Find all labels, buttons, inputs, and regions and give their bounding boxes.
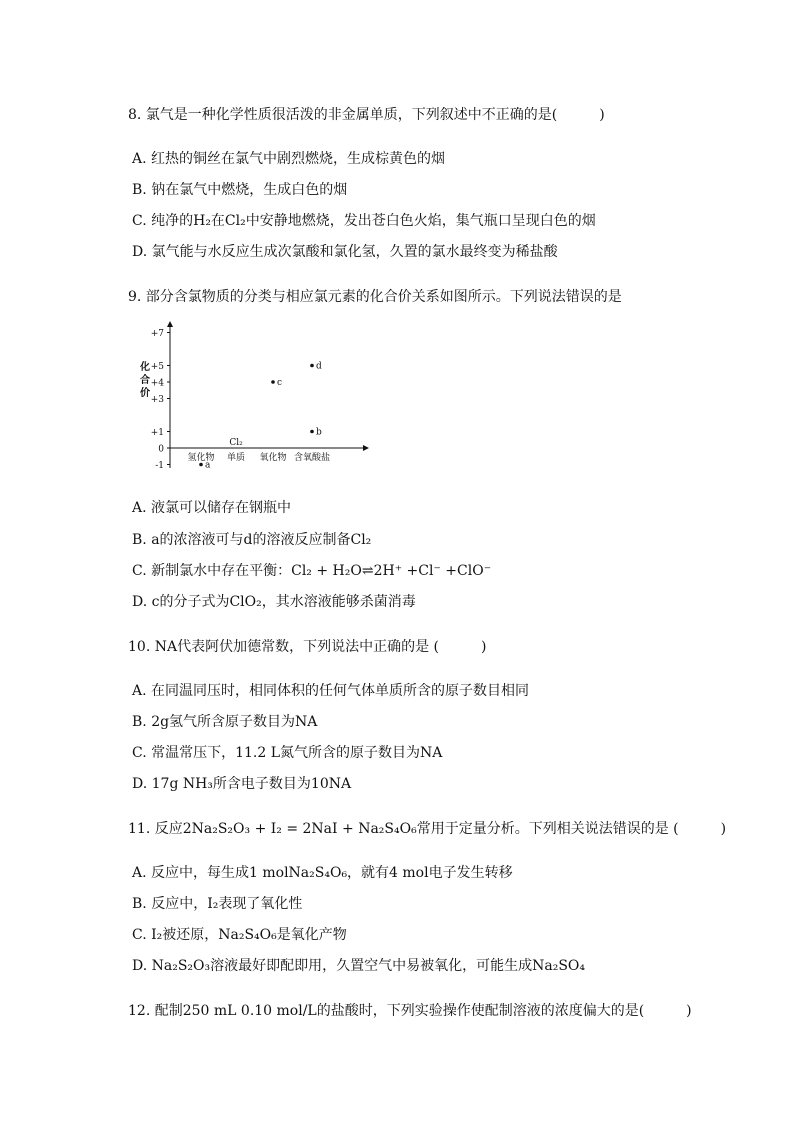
- point-label: Cl₂: [229, 438, 243, 448]
- question-8-stem: 8. 氯气是一种化学性质很活泼的非金属单质，下列叙述中不正确的是( ): [128, 107, 605, 123]
- question-8-option-a: A. 红热的铜丝在氯气中剧烈燃烧，生成棕黄色的烟: [132, 151, 446, 167]
- chart-axes: [170, 324, 366, 468]
- question-11-option-b: B. 反应中，I₂表现了氧化性: [132, 896, 303, 912]
- y-tick-label: +4: [150, 378, 164, 389]
- y-tick-label: +7: [150, 329, 164, 339]
- question-10-option-b: B. 2g氢气所含原子数目为NA: [132, 714, 318, 730]
- point-label: d: [316, 361, 322, 372]
- data-point: [310, 430, 314, 434]
- question-8-option-c: C. 纯净的H₂在Cl₂中安静地燃烧，发出苍白色火焰，集气瓶口呈现白色的烟: [132, 213, 596, 229]
- question-12-stem: 12. 配制250 mL 0.10 mol/L的盐酸时，下列实验操作使配制溶液的浓度偏大的是( ): [128, 1003, 692, 1019]
- question-9-option-d: D. c的分子式为ClO₂，其水溶液能够杀菌消毒: [132, 594, 416, 610]
- chart-y-label: 化合价: [140, 362, 150, 399]
- x-category-label: 氧化物: [259, 453, 287, 463]
- point-label: a: [205, 460, 211, 471]
- question-11-option-d: D. Na₂S₂O₃溶液最好即配即用，久置空气中易被氧化，可能生成Na₂SO₄: [132, 958, 586, 974]
- x-category-label: 含氧酸盐: [293, 453, 331, 463]
- y-tick-label: -1: [155, 461, 164, 471]
- y-tick-label: 0: [158, 444, 164, 455]
- question-10-option-c: C. 常温常压下，11.2 L氮气所含的原子数目为NA: [132, 745, 443, 761]
- y-tick-label: +5: [150, 362, 164, 372]
- x-category-label: 氢化物: [187, 453, 215, 463]
- data-point: [271, 380, 275, 384]
- question-9-option-b: B. a的浓溶液可与d的溶液反应制备Cl₂: [132, 532, 372, 548]
- valence-chart: [130, 318, 370, 476]
- question-8-option-b: B. 钠在氯气中燃烧，生成白色的烟: [132, 182, 348, 198]
- question-10-stem: 10. NA代表阿伏加德常数，下列说法中正确的是 ( ): [128, 639, 487, 655]
- question-10-option-d: D. 17g NH₃所含电子数目为10NA: [132, 776, 352, 792]
- point-label: b: [316, 427, 322, 438]
- x-category-label: 单质: [226, 453, 246, 463]
- data-point: [310, 364, 314, 368]
- question-9-stem: 9. 部分含氯物质的分类与相应氯元素的化合价关系如图所示。下列说法错误的是: [128, 289, 622, 305]
- y-tick-label: +1: [150, 428, 164, 438]
- question-11-option-a: A. 反应中，每生成1 molNa₂S₄O₆，就有4 mol电子发生转移: [132, 865, 513, 881]
- question-9-option-c: C. 新制氯水中存在平衡：Cl₂ + H₂O⇌2H⁺ +Cl⁻ +ClO⁻: [132, 563, 492, 579]
- question-8-option-d: D. 氯气能与水反应生成次氯酸和氯化氢，久置的氯水最终变为稀盐酸: [132, 244, 558, 260]
- question-11-stem: 11. 反应2Na₂S₂O₃ + I₂ = 2NaI + Na₂S₄O₆常用于定量分析。下列相关说法错误的是 ( ): [128, 821, 727, 837]
- data-point: [199, 463, 203, 467]
- question-10-option-a: A. 在同温同压时，相同体积的任何气体单质所含的原子数目相同: [132, 683, 530, 699]
- y-tick-label: +3: [150, 395, 164, 405]
- point-label: c: [277, 378, 283, 388]
- question-9-option-a: A. 液氯可以储存在钢瓶中: [132, 500, 292, 516]
- question-11-option-c: C. I₂被还原，Na₂S₄O₆是氧化产物: [132, 927, 347, 943]
- chart-y-ticks: [151, 329, 170, 471]
